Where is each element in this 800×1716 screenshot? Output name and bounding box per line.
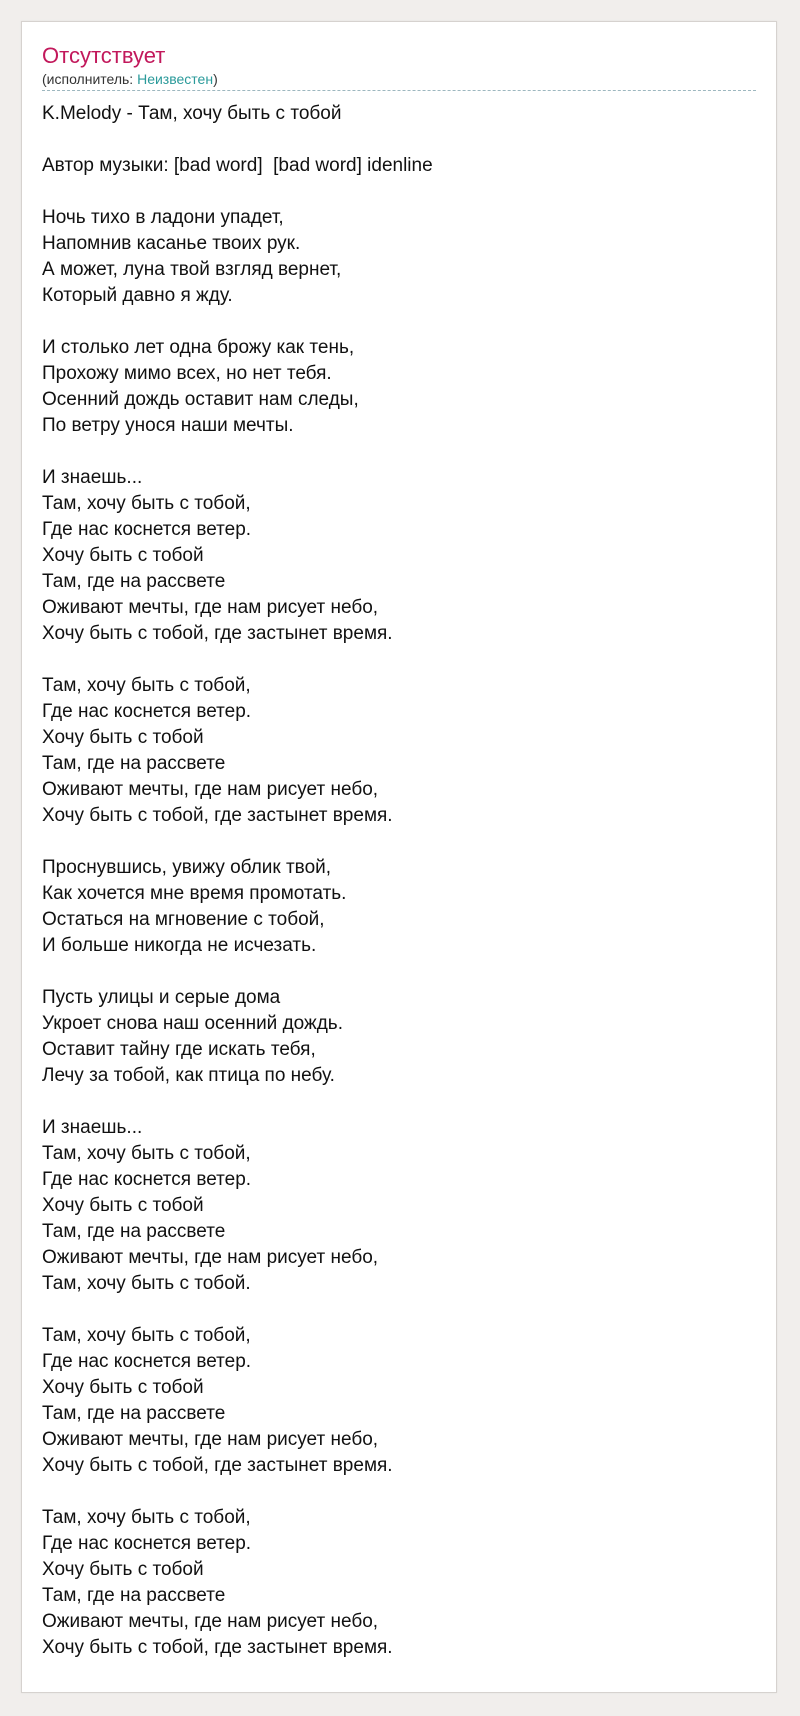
lyric-line: Хочу быть с тобой (42, 1559, 204, 1580)
lyric-line: Прохожу мимо всех, но нет тебя. (42, 363, 332, 384)
song-title: Отсутствует (42, 43, 166, 68)
lyric-line: Автор музыки: [bad word] [bad word] idenline (42, 155, 433, 176)
lyric-line: Оживают мечты, где нам рисует небо, (42, 1429, 379, 1450)
lyric-line: Хочу быть с тобой (42, 727, 204, 748)
lyric-line: Где нас коснется ветер. (42, 1351, 252, 1372)
lyric-line: По ветру унося наши мечты. (42, 415, 294, 436)
lyric-line: Хочу быть с тобой, где застынет время. (42, 1455, 393, 1476)
lyrics-content (42, 42, 756, 1661)
lyric-line: Как хочется мне время промотать. (42, 883, 347, 904)
lyrics-card (21, 21, 777, 1693)
lyric-line: Хочу быть с тобой, где застынет время. (42, 1637, 393, 1658)
lyric-line: И знаешь... (42, 1117, 143, 1138)
lyric-line: Где нас коснется ветер. (42, 519, 252, 540)
lyric-line: А может, луна твой взгляд вернет, (42, 259, 342, 280)
lyric-blank-line (42, 647, 756, 673)
lyric-line: Проснувшись, увижу облик твой, (42, 857, 332, 878)
lyric-line: Оживают мечты, где нам рисует небо, (42, 597, 379, 618)
artist-line (42, 70, 756, 91)
lyric-line: Там, хочу быть с тобой, (42, 493, 251, 514)
artist-prefix: (исполнитель: (42, 71, 138, 87)
lyric-line: Там, где на рассвете (42, 753, 226, 774)
lyric-line: Пусть улицы и серые дома (42, 987, 281, 1008)
lyric-line: Там, хочу быть с тобой, (42, 1507, 251, 1528)
lyric-line: Укроет снова наш осенний дождь. (42, 1013, 343, 1034)
lyric-line: Ночь тихо в ладони упадет, (42, 207, 284, 228)
lyric-blank-line (42, 309, 756, 335)
lyric-line: Там, где на рассвете (42, 571, 226, 592)
lyric-line: Хочу быть с тобой, где застынет время. (42, 623, 393, 644)
lyric-blank-line (42, 1089, 756, 1115)
lyric-line: Там, где на рассвете (42, 1585, 226, 1606)
lyric-line: Осенний дождь оставит нам следы, (42, 389, 359, 410)
lyric-line: Там, хочу быть с тобой. (42, 1273, 251, 1294)
lyric-line: Лечу за тобой, как птица по небу. (42, 1065, 335, 1086)
lyric-line: Оживают мечты, где нам рисует небо, (42, 1247, 379, 1268)
lyric-line: Где нас коснется ветер. (42, 1169, 252, 1190)
lyric-line: Где нас коснется ветер. (42, 1533, 252, 1554)
lyric-blank-line (42, 439, 756, 465)
lyric-line: Хочу быть с тобой (42, 1377, 204, 1398)
lyric-line: Хочу быть с тобой (42, 545, 204, 566)
lyric-line: Оживают мечты, где нам рисует небо, (42, 1611, 379, 1632)
lyric-line: Который давно я жду. (42, 285, 233, 306)
lyric-line: Там, где на рассвете (42, 1403, 226, 1424)
lyric-line: Там, где на рассвете (42, 1221, 226, 1242)
lyric-line: Остаться на мгновение с тобой, (42, 909, 325, 930)
lyric-line: Напомнив касанье твоих рук. (42, 233, 301, 254)
lyric-line: Оставит тайну где искать тебя, (42, 1039, 316, 1060)
lyric-line: И знаешь... (42, 467, 143, 488)
lyric-blank-line (42, 959, 756, 985)
lyric-line: Хочу быть с тобой, где застынет время. (42, 805, 393, 826)
lyric-line: И столько лет одна брожу как тень, (42, 337, 355, 358)
lyric-blank-line (42, 127, 756, 153)
lyrics-text (42, 101, 756, 1661)
artist-link[interactable]: Неизвестен (137, 71, 214, 87)
lyric-line: Там, хочу быть с тобой, (42, 675, 251, 696)
lyric-line: Оживают мечты, где нам рисует небо, (42, 779, 379, 800)
lyric-blank-line (42, 829, 756, 855)
lyric-line: Где нас коснется ветер. (42, 701, 252, 722)
lyric-blank-line (42, 1297, 756, 1323)
lyric-line: Там, хочу быть с тобой, (42, 1143, 251, 1164)
artist-suffix: ) (213, 71, 218, 87)
lyric-blank-line (42, 179, 756, 205)
lyric-line: K.Melody - Там, хочу быть с тобой (42, 103, 342, 124)
lyric-line: Хочу быть с тобой (42, 1195, 204, 1216)
lyric-line: Там, хочу быть с тобой, (42, 1325, 251, 1346)
lyric-line: И больше никогда не исчезать. (42, 935, 317, 956)
lyric-blank-line (42, 1479, 756, 1505)
